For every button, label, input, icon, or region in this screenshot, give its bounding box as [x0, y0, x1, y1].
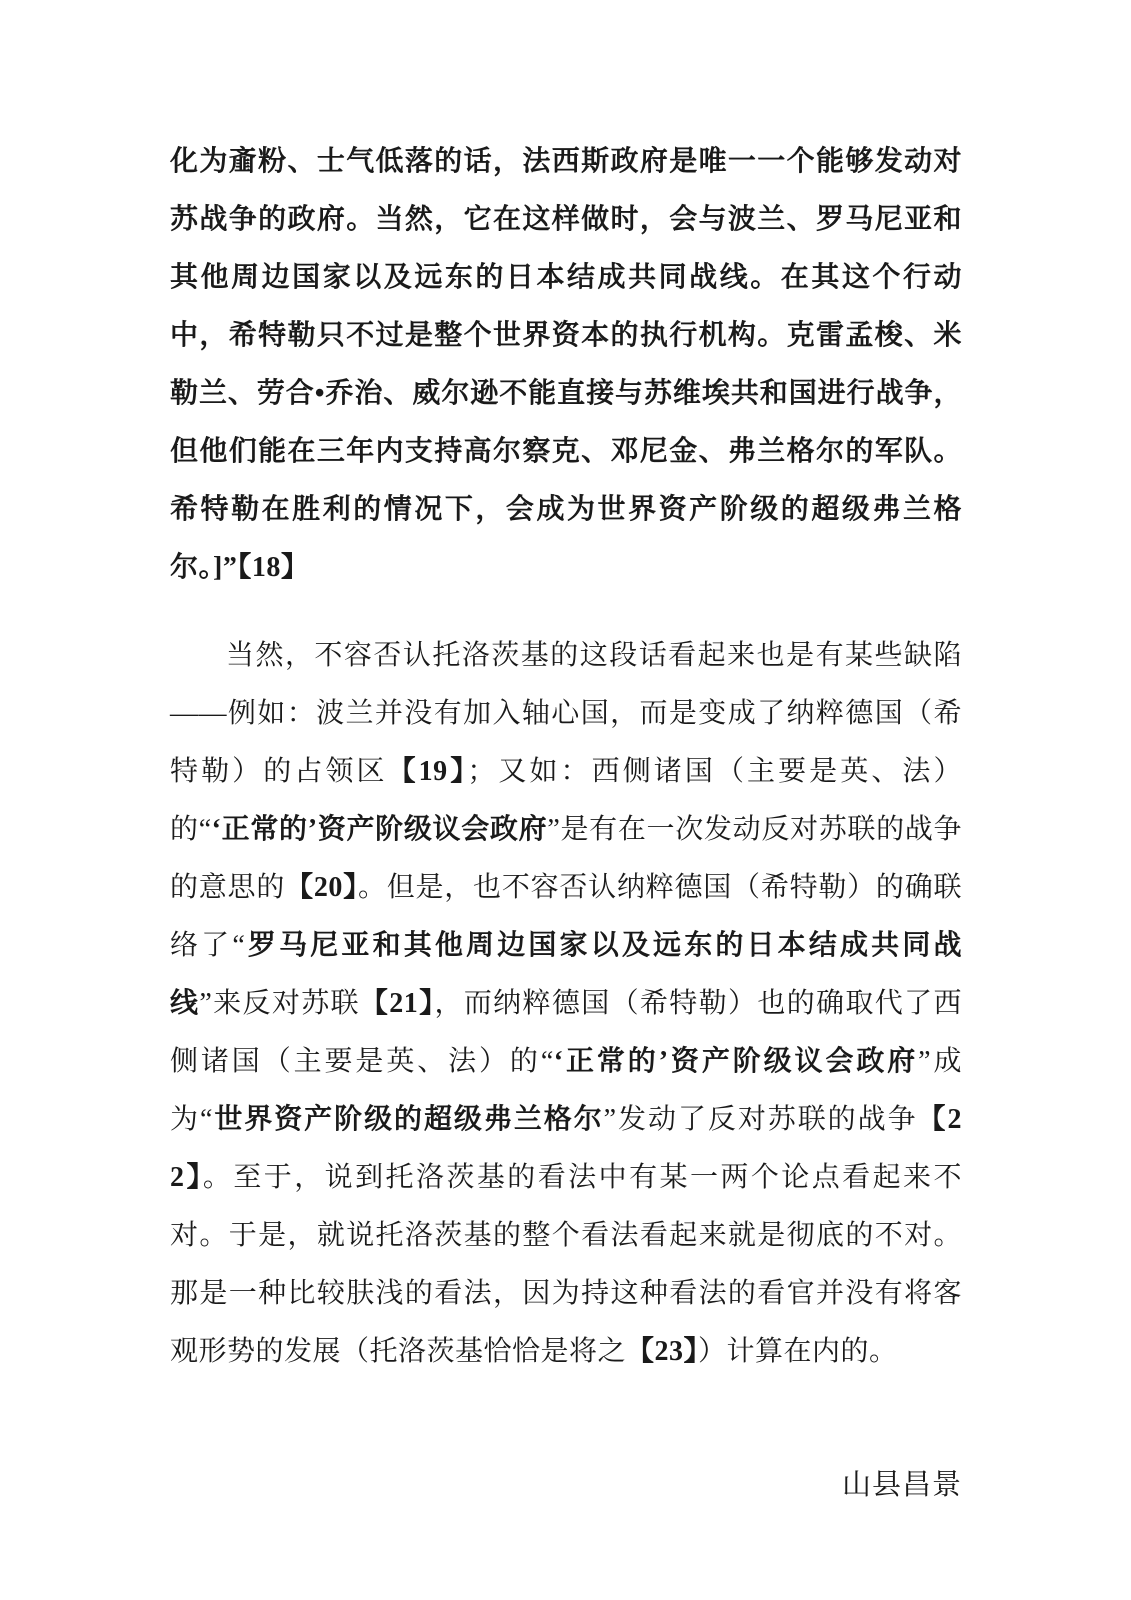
- bold-text-run: 【20】: [285, 872, 358, 903]
- text-run: 。但是，也不容否认纳粹德国（希特勒）的确联络了“: [170, 872, 962, 961]
- text-run: ”成为“: [170, 1046, 962, 1135]
- text-run: 。至于，说到托洛茨基的看法中有某一两个论点看起来不对。于是，就说托洛茨基的整个看法看起来就是彻底的不对。那是一种比较肤浅的看法，因为持这种看法的看官并没有将客观形势的发展（托洛茨基恰恰是将之: [170, 1162, 962, 1367]
- text-run: ”发动了反对苏联的战争: [603, 1104, 918, 1135]
- text-run: ）计算在内的。: [698, 1336, 898, 1367]
- text-run: ；又如：西侧诸国（主要是英、法）的“: [170, 756, 962, 845]
- text-run: ”来反对苏联: [199, 988, 360, 1019]
- bold-text-run: ‘正常的’资产阶级议会政府: [553, 1046, 919, 1077]
- text-run: ，而纳粹德国（希特勒）也的确取代了西侧诸国（主要是英、法）的“: [170, 988, 962, 1077]
- bold-text-run: 世界资产阶级的超级弗兰格尔: [212, 1104, 604, 1135]
- commentary-paragraph: [170, 627, 962, 1381]
- text-run: ”是有在一次发动反对苏联的战争的意思的: [170, 814, 962, 903]
- bold-text-run: 【23】: [626, 1336, 699, 1367]
- text-run: 当然，不容否认托洛茨基的这段话看起来也是有某些缺陷——例如：波兰并没有加入轴心国，而是变成了纳粹德国（希特勒）的占领区: [170, 640, 962, 787]
- bold-text-run: 【21】: [359, 988, 435, 1019]
- quoted-passage-paragraph: [170, 133, 962, 597]
- author-signature: 山县昌景: [841, 1469, 962, 1501]
- bold-text-run: 【22】: [170, 1104, 962, 1193]
- bold-text-run: ‘正常的’资产阶级议会政府: [211, 814, 548, 845]
- bold-text-run: 罗马尼亚和其他周边国家以及远东的日本结成共同战线: [170, 930, 962, 1019]
- text-block: [170, 133, 962, 1505]
- bold-text-run: 化为齑粉、士气低落的话，法西斯政府是唯一一个能够发动对苏战争的政府。当然，它在这样做时，会与波兰、罗马尼亚和其他周边国家以及远东的日本结成共同战线。在其这个行动中，希特勒只不过是整个世界资本的执行机构。克雷孟梭、米勒兰、劳合•乔治、威尔逊不能直接与苏维埃共和国进行战争，但他们能在三年内支持高尔察克、邓尼金、弗兰格尔的军队。希特勒在胜利的情况下，会成为世界资产阶级的超级弗兰格尔。]”【18】: [170, 146, 962, 583]
- bold-text-run: 【19】: [387, 756, 468, 787]
